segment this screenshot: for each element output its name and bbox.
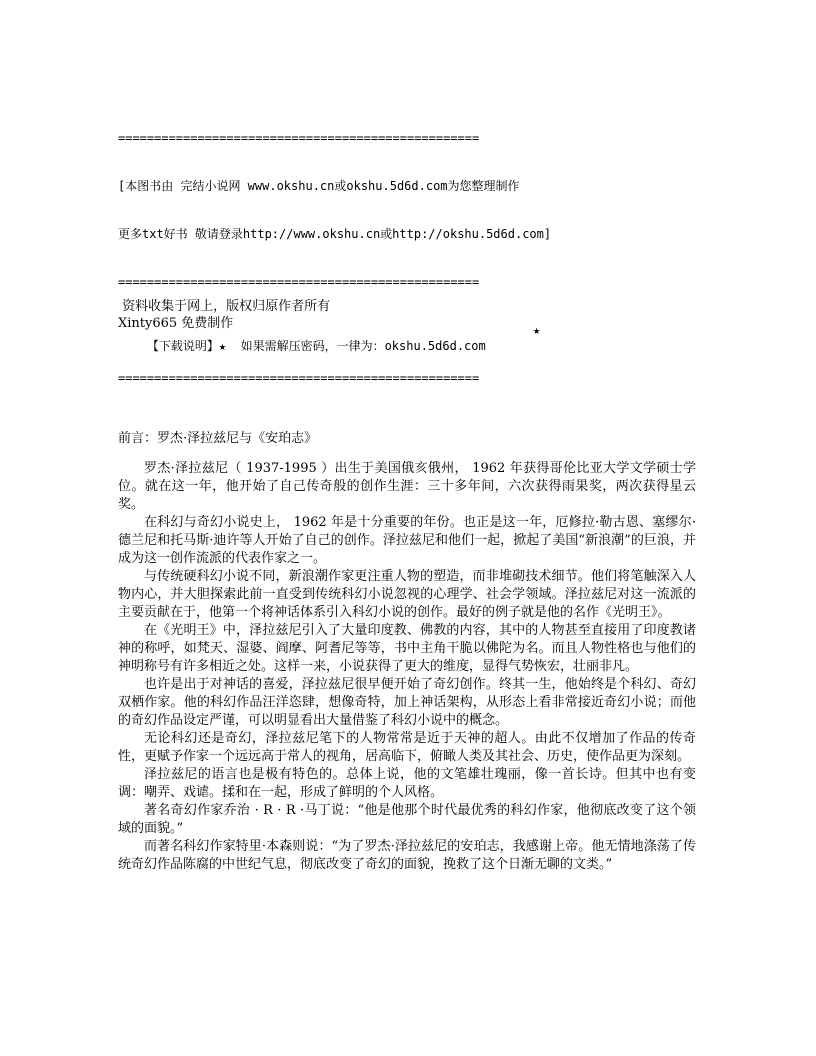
header-site-line: [本图书由 完结小说网 www.okshu.cn或okshu.5d6d.com为您整理制作: [118, 179, 520, 193]
download-note: 【下载说明】★ 如果需解压密码，一律为：okshu.5d6d.com: [146, 339, 486, 353]
collection-note: [118, 298, 330, 332]
paragraph: 而著名科幻作家特里·本森则说：“为了罗杰·泽拉兹尼的安珀志，我感谢上帝。他无情地涤荡了传统奇幻作品陈腐的中世纪气息，彻底改变了奇幻的面貌，挽救了这个日渐无聊的文类。”: [118, 839, 696, 872]
paragraph: 在《光明王》中，泽拉兹尼引入了大量印度教、佛教的内容，其中的人物甚至直接用了印度教诸神的称呼，如梵天、湿婆、阎摩、阿耆尼等等，书中主角干脆以佛陀为名。而且人物性格也与他们的神明称号有许多相近之处。这样一来，小说获得了更大的维度，显得气势恢宏，壮丽非凡。: [118, 623, 696, 674]
header-login-line: 更多txt好书 敬请登录http://www.okshu.cn或http://okshu.5d6d.com]: [118, 227, 552, 241]
copyright-note: 资料收集于网上，版权归原作者所有: [118, 299, 331, 314]
header-rule-top: ==================================================: [118, 131, 480, 145]
paragraph: 著名奇幻作家乔治 · R · R ·马丁说：“他是他那个时代最优秀的科幻作家，他彻底改变了这个领域的面貌。”: [118, 803, 696, 836]
paragraph: 泽拉兹尼的语言也是极有特色的。总体上说，他的文笔雄壮瑰丽，像一首长诗。但其中也有变调：嘲弄、戏谑。揉和在一起，形成了鲜明的个人风格。: [118, 767, 696, 800]
download-header: [118, 98, 698, 402]
header-rule-bottom: ==================================================: [118, 371, 480, 385]
header-rule-middle: ==================================================: [118, 275, 480, 289]
paragraph: 罗杰·泽拉兹尼（ 1937-1995 ）出生于美国俄亥俄州， 1962 年获得哥伦比亚大学文学硕士学位。就在这一年，他开始了自己传奇般的创作生涯：三十多年间，六次获得雨果奖，两次获得星云奖。: [118, 461, 696, 512]
star-icon: ★: [533, 323, 541, 337]
paragraph: 与传统硬科幻小说不同，新浪潮作家更注重人物的塑造，而非堆砌技术细节。他们将笔触深入人物内心，并大胆探索此前一直受到传统科幻小说忽视的心理学、社会学领域。泽拉兹尼对这一流派的主要贡献在于，他第一个将神话体系引入科幻小说的创作。最好的例子就是他的名作《光明王》。: [118, 569, 696, 620]
paragraph: 在科幻与奇幻小说史上， 1962 年是十分重要的年份。也正是这一年，厄修拉·勒古恩、塞缪尔·德兰尼和托马斯·迪许等人开始了自己的创作。泽拉兹尼和他们一起，掀起了美国“新浪潮”的巨浪，并成为这一创作流派的代表作家之一。: [118, 515, 696, 566]
producer-note: Xinty665 免费制作: [118, 316, 234, 331]
paragraph: 也许是出于对神话的喜爱，泽拉兹尼很早便开始了奇幻创作。终其一生，他始终是个科幻、奇幻双栖作家。他的科幻作品汪洋恣肆，想像奇特，加上神话架构，从形态上看非常接近奇幻小说；而他的奇幻作品设定严谨，可以明显看出大量借鉴了科幻小说中的概念。: [118, 677, 696, 728]
preface-title: 前言：罗杰·泽拉兹尼与《安珀志》: [118, 431, 318, 446]
paragraph: 无论科幻还是奇幻，泽拉兹尼笔下的人物常常是近于天神的超人。由此不仅增加了作品的传奇性，更赋予作家一个远远高于常人的视角，居高临下，俯瞰人类及其社会、历史，使作品更为深刻。: [118, 731, 696, 764]
preface-body: [118, 460, 696, 874]
